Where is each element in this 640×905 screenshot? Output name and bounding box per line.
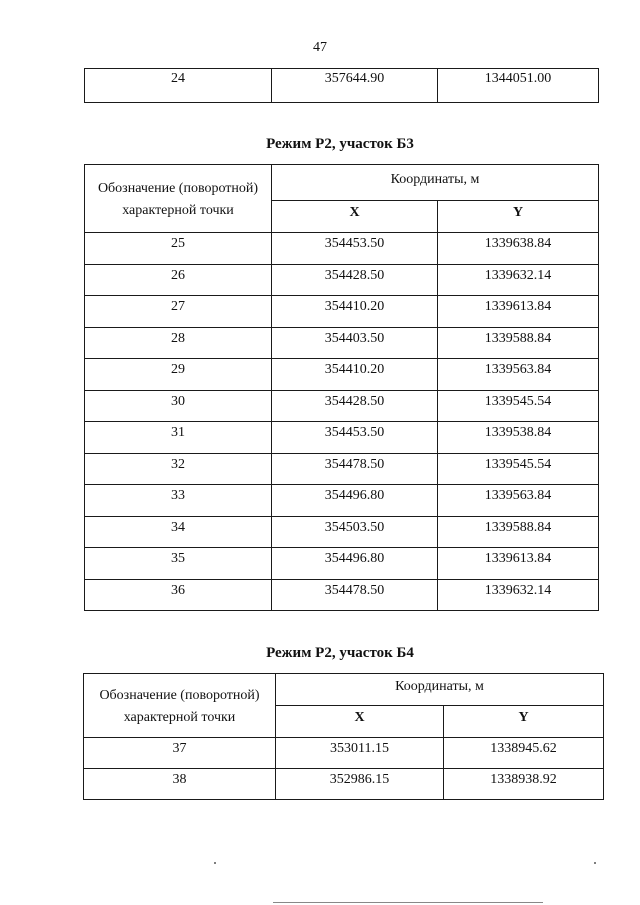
point-cell: 33 — [85, 485, 272, 517]
table-header-row — [85, 165, 599, 201]
x-coordinate-cell: 352986.15 — [276, 769, 444, 800]
point-cell: 36 — [85, 579, 272, 611]
x-coordinate-cell: 354428.50 — [272, 390, 438, 422]
point-cell: 25 — [85, 233, 272, 265]
y-coordinate-cell: 1339538.84 — [438, 422, 599, 454]
table-row — [85, 296, 599, 328]
scan-speck — [214, 862, 216, 864]
point-cell: 28 — [85, 327, 272, 359]
table-row — [84, 738, 604, 769]
y-coordinate-cell: 1338938.92 — [444, 769, 604, 800]
header-x: X — [276, 706, 444, 738]
y-coordinate-cell: 1339613.84 — [438, 548, 599, 580]
table-row — [85, 422, 599, 454]
section-title-b4: Режим Р2, участок Б4 — [266, 645, 414, 661]
y-coordinate-cell: 1339563.84 — [438, 485, 599, 517]
header-coordinates: Координаты, м — [276, 674, 604, 706]
x-coordinate-cell: 354453.50 — [272, 233, 438, 265]
point-cell: 37 — [84, 738, 276, 769]
table-row — [85, 453, 599, 485]
coordinates-table-b4 — [83, 673, 604, 800]
x-coordinate-cell: 354410.20 — [272, 296, 438, 328]
continuation-table-body — [85, 69, 599, 103]
section-title-b3: Режим Р2, участок Б3 — [266, 136, 414, 152]
point-cell: 34 — [85, 516, 272, 548]
coordinates-table-b3-body — [85, 165, 599, 611]
point-cell: 38 — [84, 769, 276, 800]
x-coordinate-cell: 354496.80 — [272, 485, 438, 517]
header-point-label: Обозначение (поворотной) характерной точки — [84, 674, 276, 738]
y-coordinate-cell: 1339588.84 — [438, 327, 599, 359]
table-row — [85, 548, 599, 580]
x-coordinate-cell: 354428.50 — [272, 264, 438, 296]
table-row — [84, 769, 604, 800]
table-row — [85, 579, 599, 611]
header-y: Y — [444, 706, 604, 738]
y-coordinate-cell: 1339588.84 — [438, 516, 599, 548]
x-coordinate-cell: 357644.90 — [272, 69, 438, 103]
x-coordinate-cell: 354478.50 — [272, 453, 438, 485]
y-coordinate-cell: 1344051.00 — [438, 69, 599, 103]
x-coordinate-cell: 354478.50 — [272, 579, 438, 611]
x-coordinate-cell: 354403.50 — [272, 327, 438, 359]
table-row — [85, 359, 599, 391]
header-y: Y — [438, 201, 599, 233]
x-coordinate-cell: 353011.15 — [276, 738, 444, 769]
x-coordinate-cell: 354496.80 — [272, 548, 438, 580]
scan-edge-line — [273, 902, 543, 903]
table-row — [85, 485, 599, 517]
table-row — [85, 264, 599, 296]
y-coordinate-cell: 1339563.84 — [438, 359, 599, 391]
coordinates-table-b4-body — [84, 674, 604, 800]
y-coordinate-cell: 1339638.84 — [438, 233, 599, 265]
y-coordinate-cell: 1339545.54 — [438, 453, 599, 485]
point-cell: 27 — [85, 296, 272, 328]
point-cell: 26 — [85, 264, 272, 296]
table-row — [85, 516, 599, 548]
header-x: X — [272, 201, 438, 233]
table-row — [85, 390, 599, 422]
x-coordinate-cell: 354410.20 — [272, 359, 438, 391]
point-cell: 24 — [85, 69, 272, 103]
header-point-label: Обозначение (поворотной) характерной точки — [85, 165, 272, 233]
table-row — [85, 327, 599, 359]
point-cell: 30 — [85, 390, 272, 422]
y-coordinate-cell: 1339632.14 — [438, 579, 599, 611]
point-cell: 31 — [85, 422, 272, 454]
point-cell: 32 — [85, 453, 272, 485]
table-row — [85, 69, 599, 103]
header-coordinates: Координаты, м — [272, 165, 599, 201]
table-row — [85, 233, 599, 265]
table-header-row — [84, 674, 604, 706]
point-cell: 29 — [85, 359, 272, 391]
x-coordinate-cell: 354503.50 — [272, 516, 438, 548]
scan-speck — [594, 862, 596, 864]
y-coordinate-cell: 1339613.84 — [438, 296, 599, 328]
coordinates-table-b3 — [84, 164, 599, 611]
x-coordinate-cell: 354453.50 — [272, 422, 438, 454]
point-cell: 35 — [85, 548, 272, 580]
y-coordinate-cell: 1339632.14 — [438, 264, 599, 296]
page-number: 47 — [313, 40, 327, 55]
y-coordinate-cell: 1338945.62 — [444, 738, 604, 769]
continuation-table — [84, 68, 599, 103]
y-coordinate-cell: 1339545.54 — [438, 390, 599, 422]
